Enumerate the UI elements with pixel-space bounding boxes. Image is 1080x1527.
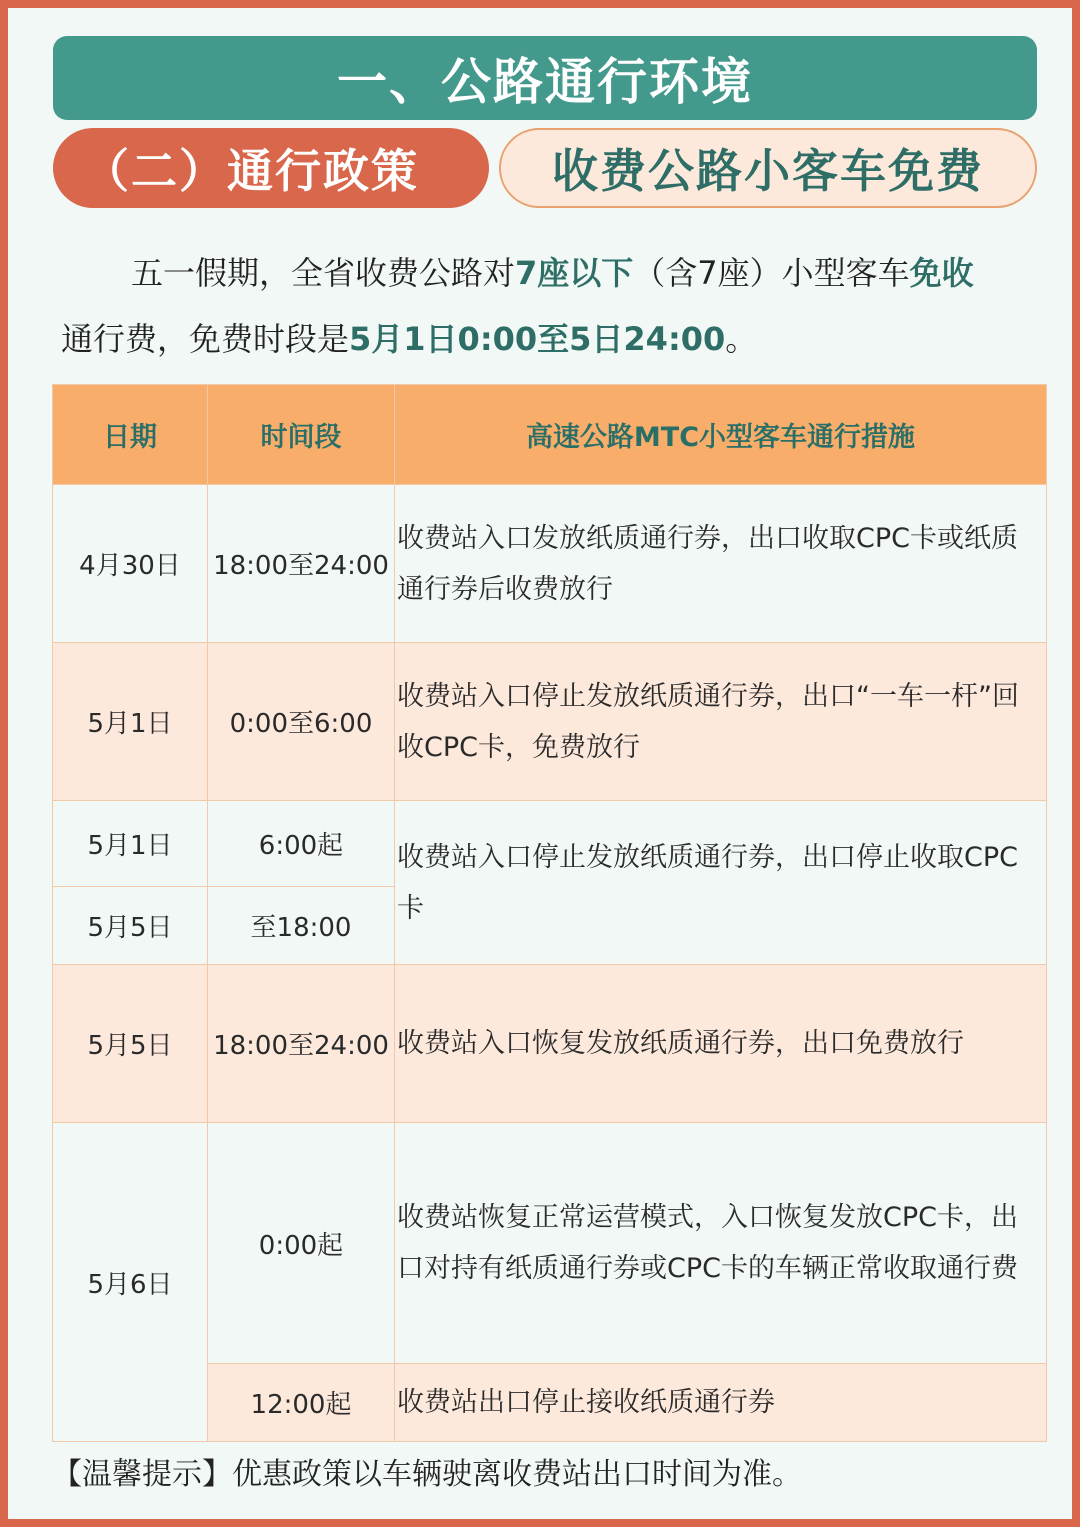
table-header-row [53,385,1047,485]
cell-date: 4月30日 [53,485,208,643]
cell-time: 18:00至24:00 [208,965,395,1123]
intro-text: （含7座）小型客车 [633,254,910,292]
cell-measure: 收费站恢复正常运营模式，入口恢复发放CPC卡，出口对持有纸质通行券或CPC卡的车辆正常收取通行费 [395,1123,1047,1364]
intro-highlight-free: 免收 [909,254,974,292]
cell-measure: 收费站入口停止发放纸质通行券，出口“一车一杆”回收CPC卡，免费放行 [395,643,1047,801]
column-header-date: 日期 [53,385,208,485]
cell-time: 18:00至24:00 [208,485,395,643]
cell-time: 至18:00 [208,887,395,965]
cell-measure: 收费站入口停止发放纸质通行券，出口停止收取CPC卡 [395,801,1047,965]
intro-text: 通行费，免费时段是 [61,320,350,358]
column-header-time: 时间段 [208,385,395,485]
table-row [53,485,1047,643]
cell-time: 0:00起 [208,1123,395,1364]
intro-text: 。 [725,320,758,358]
section-title: 一、公路通行环境 [53,36,1037,120]
table-row [53,643,1047,801]
cell-date: 5月6日 [53,1123,208,1442]
cell-date: 5月1日 [53,643,208,801]
topic-label: 收费公路小客车免费 [499,128,1037,208]
column-header-measure: 高速公路MTC小型客车通行措施 [395,385,1047,485]
cell-date: 5月5日 [53,887,208,965]
table-row [53,801,1047,887]
cell-date: 5月5日 [53,965,208,1123]
cell-time: 6:00起 [208,801,395,887]
intro-highlight-period: 5月1日0:00至5日24:00 [349,320,726,358]
cell-time: 12:00起 [208,1364,395,1442]
table-row [53,965,1047,1123]
warm-tip: 【温馨提示】优惠政策以车辆驶离收费站出口时间为准。 [52,1457,802,1492]
table-row [53,1123,1047,1364]
cell-time: 0:00至6:00 [208,643,395,801]
intro-highlight-seats: 7座以下 [515,254,634,292]
cell-measure: 收费站出口停止接收纸质通行券 [395,1364,1047,1442]
intro-text: 五一假期，全省收费公路对 [131,254,516,292]
cell-date: 5月1日 [53,801,208,887]
cell-measure: 收费站入口恢复发放纸质通行券，出口免费放行 [395,965,1047,1123]
intro-paragraph [61,240,1041,372]
policy-table [52,384,1047,1442]
subsection-label: （二）通行政策 [53,128,489,208]
cell-measure: 收费站入口发放纸质通行券，出口收取CPC卡或纸质通行券后收费放行 [395,485,1047,643]
